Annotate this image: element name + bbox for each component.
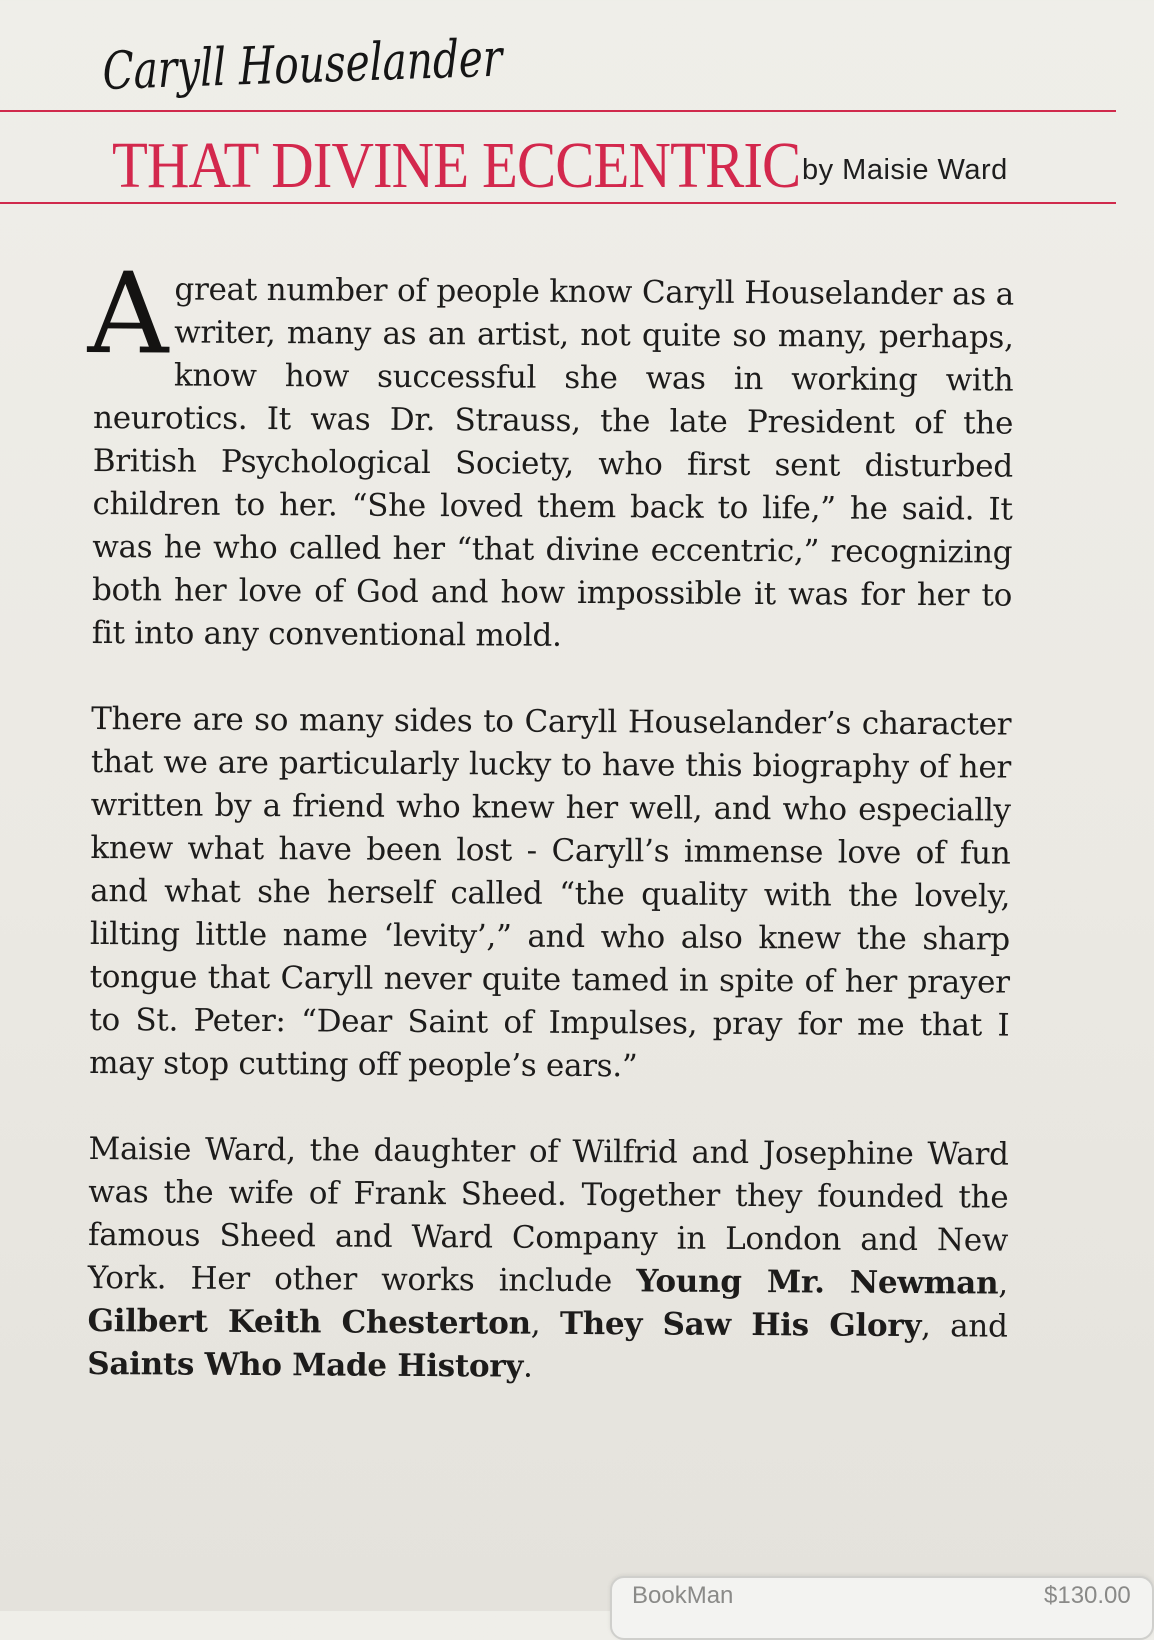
paragraph-3 bbox=[87, 1128, 1009, 1392]
paragraph-2: There are so many sides to Caryll Houselander’s character that we are particularly lucky to have this biography of her written by a friend who knew her well, and who especially knew what have been lost - Caryll’s immense love of fun and what she herself called “the quality with the lovely, lilting little name ‘levity’,” and who also knew the sharp tongue that Caryll never quite tamed in spite of her prayer to St. Peter: “Dear Saint of Impulses, pray for me that I may stop cutting off people’s ears.” bbox=[89, 700, 1012, 1085]
separator-2: , bbox=[530, 1305, 561, 1342]
blurb-text bbox=[87, 248, 1014, 1435]
price-sticker bbox=[610, 1576, 1154, 1640]
work-title-4: Saints Who Made History bbox=[87, 1345, 524, 1385]
author-signature: Caryll Houselander bbox=[102, 28, 503, 102]
paragraph-3-end: . bbox=[522, 1348, 533, 1385]
paragraph-1-text: great number of people know Caryll Houselander as a writer, many as an artist, not quite so many, perhaps, know how successful she was in working with neurotics. It was Dr. Strauss, the late President of the British Psychological Society, who first sent disturbed children to her. “She loved them back to life,” he said. It was he who called her “that divine eccentric,” recognizing both her love of God and how impossible it was for her to fit into any conventional mold. bbox=[91, 271, 1014, 654]
work-title-2: Gilbert Keith Chesterton bbox=[87, 1302, 531, 1342]
top-red-rule bbox=[0, 110, 1116, 112]
paragraph-1 bbox=[87, 248, 1014, 661]
separator-3: , and bbox=[920, 1308, 1008, 1345]
bottom-red-rule bbox=[0, 202, 1116, 204]
drop-cap: A bbox=[87, 248, 169, 380]
separator-1: , bbox=[998, 1265, 1008, 1302]
sticker-label: BookMan bbox=[632, 1582, 734, 1609]
paragraph-3-intro: Maisie Ward, the daughter of Wilfrid and Josephine Ward was the wife of Frank Sheed. Together they founded the famous Sheed and Ward Company in London and New York. Her other works include bbox=[87, 1130, 1009, 1300]
work-title-1: Young Mr. Newman bbox=[636, 1263, 999, 1302]
work-title-3: They Saw His Glory bbox=[559, 1305, 922, 1345]
sticker-price: $130.00 bbox=[1044, 1582, 1131, 1609]
book-title: THAT DIVINE ECCENTRIC bbox=[112, 129, 801, 202]
byline: by Maisie Ward bbox=[802, 154, 1008, 186]
